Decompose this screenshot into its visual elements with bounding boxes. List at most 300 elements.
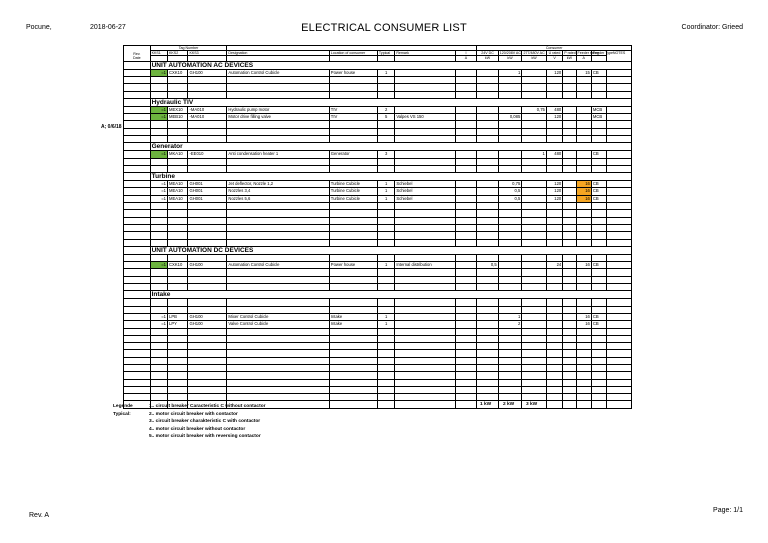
table-cell bbox=[607, 365, 632, 372]
table-row bbox=[124, 284, 632, 291]
table-cell bbox=[498, 284, 522, 291]
table-cell bbox=[591, 203, 606, 210]
table-cell bbox=[607, 357, 632, 364]
cell-remark: Valpes VS 150 bbox=[395, 114, 455, 121]
cell-v120: 0,5 bbox=[498, 188, 522, 195]
table-cell bbox=[329, 350, 377, 357]
table-cell bbox=[546, 84, 562, 91]
table-cell bbox=[498, 350, 522, 357]
table-cell bbox=[522, 299, 547, 306]
kks3-header: KKS3 bbox=[188, 51, 227, 56]
table-cell bbox=[477, 372, 499, 379]
cell-remark: Schiebel bbox=[395, 188, 455, 195]
cell-kks3: GH001 bbox=[188, 181, 227, 188]
table-cell bbox=[377, 386, 394, 393]
table-row bbox=[124, 158, 632, 165]
table-cell bbox=[188, 379, 227, 386]
table-cell bbox=[227, 372, 329, 379]
table-cell bbox=[377, 232, 394, 239]
table-cell bbox=[455, 239, 477, 246]
table-cell bbox=[522, 269, 547, 276]
table-cell bbox=[563, 224, 576, 231]
table-cell bbox=[329, 328, 377, 335]
table-cell bbox=[188, 121, 227, 128]
table-cell bbox=[498, 165, 522, 172]
table-cell bbox=[607, 306, 632, 313]
table-row bbox=[124, 135, 632, 142]
cell-type: CB bbox=[591, 313, 606, 320]
table-cell bbox=[546, 76, 562, 83]
table-row bbox=[124, 313, 632, 320]
table-cell bbox=[522, 210, 547, 217]
table-cell bbox=[150, 386, 167, 393]
table-cell bbox=[455, 306, 477, 313]
table-cell bbox=[477, 232, 499, 239]
table-cell bbox=[498, 91, 522, 98]
table-cell bbox=[395, 343, 455, 350]
table-cell bbox=[607, 165, 632, 172]
table-cell bbox=[522, 350, 547, 357]
table-cell bbox=[576, 306, 591, 313]
table-cell bbox=[168, 254, 188, 261]
table-cell bbox=[395, 158, 455, 165]
cell-i bbox=[455, 106, 477, 113]
cell-kks2: MEB10 bbox=[168, 114, 188, 121]
cell-designation: Mixer Control Cubicle bbox=[227, 313, 329, 320]
table-cell bbox=[477, 76, 499, 83]
legend-list bbox=[149, 403, 266, 441]
cell-kks1: =1 bbox=[150, 151, 167, 158]
table-cell bbox=[168, 372, 188, 379]
table-cell bbox=[188, 284, 227, 291]
table-cell bbox=[563, 84, 576, 91]
table-cell bbox=[329, 91, 377, 98]
typical-label: Typical: bbox=[113, 411, 131, 417]
cell-v120: 0,085 bbox=[498, 114, 522, 121]
table-cell bbox=[124, 84, 151, 91]
table-cell bbox=[395, 135, 455, 142]
table-cell bbox=[395, 335, 455, 342]
table-cell bbox=[188, 372, 227, 379]
cell-rating: 15 bbox=[576, 69, 591, 76]
table-cell bbox=[546, 135, 562, 142]
cell-p bbox=[563, 188, 576, 195]
table-cell bbox=[563, 165, 576, 172]
cell-location: Intake bbox=[329, 321, 377, 328]
table-cell bbox=[150, 357, 167, 364]
table-cell bbox=[455, 158, 477, 165]
table-cell bbox=[124, 357, 151, 364]
table-cell bbox=[607, 269, 632, 276]
cell-typical: 3 bbox=[377, 151, 394, 158]
table-cell bbox=[498, 224, 522, 231]
table-cell bbox=[563, 335, 576, 342]
table-cell bbox=[168, 203, 188, 210]
table-cell bbox=[150, 254, 167, 261]
table-cell bbox=[546, 210, 562, 217]
table-cell bbox=[168, 276, 188, 283]
cell-designation: Nozzles 5,6 bbox=[227, 195, 329, 202]
table-cell bbox=[546, 224, 562, 231]
table-cell bbox=[377, 91, 394, 98]
table-cell bbox=[522, 165, 547, 172]
table-row bbox=[124, 328, 632, 335]
cell-location: Power house bbox=[329, 262, 377, 269]
cell-kks1: =1 bbox=[150, 313, 167, 320]
table-row bbox=[124, 188, 632, 195]
cell-kks1: =1 bbox=[150, 195, 167, 202]
table-cell bbox=[576, 372, 591, 379]
table-cell bbox=[188, 306, 227, 313]
table-cell bbox=[455, 365, 477, 372]
cell-kks2: MKA10 bbox=[168, 151, 188, 158]
table-cell bbox=[498, 135, 522, 142]
side-label: A; 0/6/18 bbox=[101, 124, 122, 130]
cell-typical: 1 bbox=[377, 262, 394, 269]
table-row bbox=[124, 181, 632, 188]
table-cell bbox=[150, 224, 167, 231]
table-cell bbox=[546, 299, 562, 306]
table-cell bbox=[563, 386, 576, 393]
table-cell bbox=[395, 128, 455, 135]
table-cell bbox=[477, 203, 499, 210]
cell-i bbox=[455, 195, 477, 202]
total-277v: 3 kW bbox=[526, 402, 538, 407]
table-cell bbox=[607, 328, 632, 335]
table-cell bbox=[607, 401, 632, 408]
table-cell bbox=[227, 76, 329, 83]
cell-rating: 16 bbox=[576, 195, 591, 202]
table-cell bbox=[395, 165, 455, 172]
table-cell bbox=[522, 254, 547, 261]
table-cell bbox=[188, 269, 227, 276]
table-cell bbox=[188, 203, 227, 210]
table-cell bbox=[395, 254, 455, 261]
table-cell bbox=[455, 328, 477, 335]
table-cell bbox=[607, 135, 632, 142]
table-cell bbox=[150, 379, 167, 386]
table-cell bbox=[477, 335, 499, 342]
table-row bbox=[124, 98, 632, 106]
table-cell bbox=[455, 121, 477, 128]
cell-v120 bbox=[498, 262, 522, 269]
table-cell bbox=[124, 328, 151, 335]
cell-typical: 1 bbox=[377, 181, 394, 188]
u-unit: V bbox=[546, 56, 562, 61]
cell-i bbox=[455, 114, 477, 121]
table-cell bbox=[124, 299, 151, 306]
table-cell bbox=[150, 165, 167, 172]
table-row bbox=[124, 69, 632, 76]
table-row bbox=[124, 276, 632, 283]
table-cell bbox=[168, 128, 188, 135]
table-cell bbox=[563, 239, 576, 246]
table-cell bbox=[124, 121, 151, 128]
table-cell bbox=[522, 203, 547, 210]
table-cell bbox=[329, 401, 377, 408]
table-cell bbox=[227, 210, 329, 217]
table-cell bbox=[563, 350, 576, 357]
dc24-header: 24V DC bbox=[477, 51, 499, 56]
cell-type: CB bbox=[591, 321, 606, 328]
table-cell bbox=[329, 232, 377, 239]
cell-remark bbox=[395, 106, 455, 113]
table-cell bbox=[477, 357, 499, 364]
cell-i bbox=[455, 151, 477, 158]
table-cell bbox=[522, 306, 547, 313]
cell-u bbox=[546, 321, 562, 328]
table-cell bbox=[124, 91, 151, 98]
cell-v24 bbox=[477, 188, 499, 195]
table-cell bbox=[377, 394, 394, 401]
cell-kks2: CXK10 bbox=[168, 262, 188, 269]
cell-rating bbox=[576, 106, 591, 113]
cell-type: CB bbox=[591, 69, 606, 76]
table-cell bbox=[607, 128, 632, 135]
legend-item: 2.. motor circuit breaker with contactor bbox=[149, 411, 238, 417]
table-cell bbox=[124, 284, 151, 291]
table-cell bbox=[591, 276, 606, 283]
table-cell bbox=[188, 335, 227, 342]
cell-kks2: MEA10 bbox=[168, 195, 188, 202]
table-cell bbox=[576, 84, 591, 91]
table-cell bbox=[522, 379, 547, 386]
table-cell bbox=[188, 328, 227, 335]
table-cell bbox=[455, 128, 477, 135]
table-row bbox=[124, 239, 632, 246]
cell-designation: Hydraulic pump motor bbox=[227, 106, 329, 113]
table-cell bbox=[455, 210, 477, 217]
table-row bbox=[124, 91, 632, 98]
cell-kks1: =1 bbox=[150, 181, 167, 188]
cell-kks1: =1 bbox=[150, 321, 167, 328]
table-cell bbox=[591, 401, 606, 408]
cell-v24 bbox=[477, 69, 499, 76]
table-cell bbox=[546, 269, 562, 276]
table-cell bbox=[607, 84, 632, 91]
table-cell bbox=[124, 372, 151, 379]
table-cell bbox=[227, 328, 329, 335]
table-cell bbox=[607, 276, 632, 283]
table-cell bbox=[150, 128, 167, 135]
table-cell bbox=[377, 135, 394, 142]
cell-v120: 1 bbox=[498, 313, 522, 320]
cell-location: Turbine Cubicle bbox=[329, 195, 377, 202]
table-cell bbox=[546, 335, 562, 342]
table-cell bbox=[150, 121, 167, 128]
table-cell bbox=[168, 386, 188, 393]
table-cell bbox=[377, 401, 394, 408]
table-cell bbox=[329, 284, 377, 291]
table-cell bbox=[377, 203, 394, 210]
table-cell bbox=[591, 357, 606, 364]
cell-typical: 1 bbox=[377, 195, 394, 202]
table-row bbox=[124, 299, 632, 306]
table-cell bbox=[395, 91, 455, 98]
table-cell bbox=[607, 91, 632, 98]
table-cell bbox=[227, 379, 329, 386]
table-cell bbox=[546, 254, 562, 261]
table-row bbox=[124, 306, 632, 313]
table-cell bbox=[377, 128, 394, 135]
table-row bbox=[124, 84, 632, 91]
table-row bbox=[124, 61, 632, 69]
table-cell bbox=[124, 135, 151, 142]
table-cell bbox=[168, 343, 188, 350]
table-cell bbox=[227, 343, 329, 350]
cell-location: Turbine Cubicle bbox=[329, 181, 377, 188]
cell-v277 bbox=[522, 69, 547, 76]
total-24v: 1 kW bbox=[480, 402, 492, 407]
table-cell bbox=[168, 357, 188, 364]
u-rated-header: U rated bbox=[546, 51, 562, 56]
table-row bbox=[124, 365, 632, 372]
table-cell bbox=[607, 350, 632, 357]
table-cell bbox=[377, 306, 394, 313]
table-cell bbox=[591, 365, 606, 372]
table-cell bbox=[124, 61, 151, 69]
location-header: Location of consumer bbox=[329, 51, 377, 56]
cell-remark: Internal distribution bbox=[395, 262, 455, 269]
table-cell bbox=[498, 269, 522, 276]
table-cell bbox=[395, 210, 455, 217]
legend-item: 4.. motor circuit breaker without contactor bbox=[149, 426, 246, 432]
table-cell bbox=[150, 269, 167, 276]
table-cell bbox=[522, 217, 547, 224]
table-cell bbox=[329, 239, 377, 246]
table-cell bbox=[498, 217, 522, 224]
table-cell bbox=[522, 365, 547, 372]
table-cell bbox=[477, 254, 499, 261]
table-cell bbox=[188, 365, 227, 372]
table-cell bbox=[168, 224, 188, 231]
table-cell bbox=[546, 239, 562, 246]
table-cell bbox=[188, 217, 227, 224]
cell-notes bbox=[607, 321, 632, 328]
cell-v24 bbox=[477, 195, 499, 202]
table-cell bbox=[395, 372, 455, 379]
table-cell bbox=[124, 98, 151, 106]
table-cell bbox=[227, 386, 329, 393]
table-cell bbox=[455, 379, 477, 386]
table-cell bbox=[395, 401, 455, 408]
table-cell bbox=[329, 386, 377, 393]
table-cell bbox=[576, 299, 591, 306]
cell-v120: 0,75 bbox=[498, 181, 522, 188]
table-cell bbox=[168, 269, 188, 276]
cell-notes bbox=[607, 262, 632, 269]
table-cell bbox=[477, 350, 499, 357]
table-cell bbox=[607, 121, 632, 128]
table-cell bbox=[329, 135, 377, 142]
table-cell bbox=[477, 217, 499, 224]
table-cell bbox=[395, 299, 455, 306]
table-cell bbox=[188, 210, 227, 217]
table-cell bbox=[377, 165, 394, 172]
table-cell bbox=[377, 84, 394, 91]
table-cell bbox=[498, 372, 522, 379]
table-cell bbox=[227, 254, 329, 261]
cell-p bbox=[563, 181, 576, 188]
table-cell bbox=[546, 343, 562, 350]
table-cell bbox=[168, 306, 188, 313]
table-row bbox=[124, 121, 632, 128]
cell-remark bbox=[395, 69, 455, 76]
table-cell bbox=[591, 254, 606, 261]
table-cell bbox=[576, 203, 591, 210]
cell-kks3: GH100 bbox=[188, 313, 227, 320]
table-cell bbox=[546, 306, 562, 313]
table-cell bbox=[498, 239, 522, 246]
table-cell bbox=[498, 386, 522, 393]
table-cell bbox=[607, 232, 632, 239]
table-cell bbox=[591, 386, 606, 393]
cell-u: 120 bbox=[546, 181, 562, 188]
dc24-unit: kW bbox=[477, 56, 499, 61]
table-cell bbox=[576, 335, 591, 342]
table-cell bbox=[563, 76, 576, 83]
cell-kks1: =1 bbox=[150, 262, 167, 269]
table-cell bbox=[168, 121, 188, 128]
cell-u: 120 bbox=[546, 114, 562, 121]
table-cell bbox=[576, 217, 591, 224]
cell-kks1: =1 bbox=[150, 69, 167, 76]
table-cell bbox=[395, 232, 455, 239]
table-cell bbox=[377, 372, 394, 379]
cell-v277 bbox=[522, 313, 547, 320]
cell-kks2: LPB bbox=[168, 313, 188, 320]
table-cell bbox=[591, 128, 606, 135]
table-cell bbox=[455, 165, 477, 172]
table-cell bbox=[395, 350, 455, 357]
table-cell bbox=[124, 321, 151, 328]
cell-kks3: GH001 bbox=[188, 188, 227, 195]
table-cell bbox=[377, 217, 394, 224]
cell-i bbox=[455, 321, 477, 328]
table-cell bbox=[563, 135, 576, 142]
table-cell bbox=[576, 210, 591, 217]
table-cell bbox=[477, 239, 499, 246]
table-cell bbox=[124, 232, 151, 239]
table-cell bbox=[591, 269, 606, 276]
table-cell bbox=[124, 306, 151, 313]
table-cell bbox=[563, 379, 576, 386]
table-cell bbox=[188, 165, 227, 172]
table-cell bbox=[150, 365, 167, 372]
table-cell bbox=[576, 121, 591, 128]
table-cell bbox=[563, 372, 576, 379]
cell-u: 480 bbox=[546, 106, 562, 113]
table-cell bbox=[576, 254, 591, 261]
table-cell bbox=[498, 121, 522, 128]
table-cell bbox=[498, 357, 522, 364]
table-cell bbox=[395, 269, 455, 276]
table-row bbox=[124, 372, 632, 379]
table-cell bbox=[591, 210, 606, 217]
table-cell bbox=[227, 217, 329, 224]
table-cell bbox=[150, 394, 167, 401]
table-cell bbox=[576, 386, 591, 393]
cell-p bbox=[563, 262, 576, 269]
cell-v277 bbox=[522, 321, 547, 328]
table-cell bbox=[124, 313, 151, 320]
table-cell bbox=[522, 224, 547, 231]
table-cell bbox=[124, 394, 151, 401]
cell-rating: 16 bbox=[576, 313, 591, 320]
date-header: Date bbox=[133, 56, 141, 61]
table-cell bbox=[591, 232, 606, 239]
table-cell bbox=[607, 394, 632, 401]
